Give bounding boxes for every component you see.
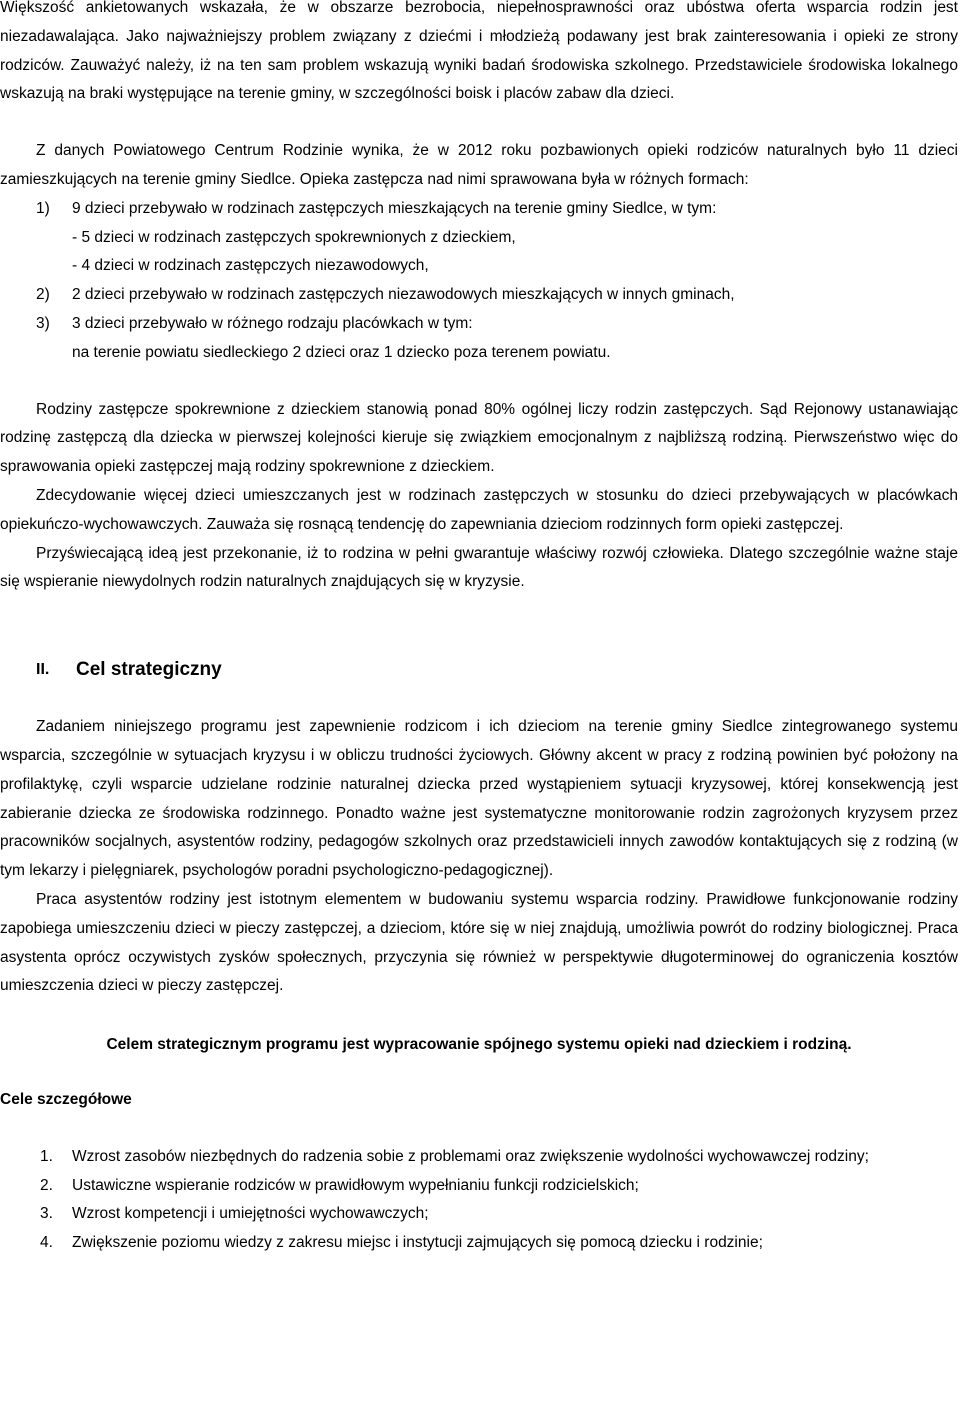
list-text: Wzrost zasobów niezbędnych do radzenia sobie z problemami oraz zwiększenie wydolności wychowawczej rodziny; xyxy=(72,1147,869,1165)
paragraph-assistants: Praca asystentów rodziny jest istotnym elementem w budowaniu systemu wsparcia rodziny. Prawidłowe funkcjonowanie rodziny zapobiega umieszczeniu dzieci w pieczy zastępczej, a dzieciom, które się w niej znajdują, umożliwia powrót do rodziny biologicznej. Praca asystenta oprócz oczywistych zysków społecznych, przyczynia się również w perspektywie długoterminowej do ograniczenia kosztów umieszczenia dzieci w pieczy zastępczej. xyxy=(0,890,958,995)
detailed-goals-title: Cele szczegółowe xyxy=(0,1090,132,1108)
foster-forms-list xyxy=(0,195,958,368)
list-item xyxy=(0,1143,958,1172)
list-item xyxy=(36,310,958,339)
list-number: 1) xyxy=(36,199,50,217)
list-text: Wzrost kompetencji i umiejętności wychowawczych; xyxy=(72,1205,429,1223)
list-text: Ustawiczne wspieranie rodziców w prawidłowym wypełnianiu funkcji rodzicielskich; xyxy=(72,1176,639,1194)
list-number: 3. xyxy=(40,1205,53,1223)
strategic-goal: Celem strategicznym programu jest wypracowanie spójnego systemu opieki nad dzieckiem i rodziną. xyxy=(106,1036,852,1054)
list-number: 2. xyxy=(40,1176,53,1194)
list-number: 1. xyxy=(40,1147,53,1165)
section-number: II. xyxy=(36,661,50,679)
list-item xyxy=(0,1172,958,1201)
section-heading xyxy=(0,655,958,685)
list-text: 9 dzieci przebywało w rodzinach zastępczych mieszkających na terenie gminy Siedlce, w tym: xyxy=(72,199,717,217)
list-text: 3 dzieci przebywało w różnego rodzaju placówkach w tym: xyxy=(72,314,473,332)
paragraph-opinions: Większość ankietowanych wskazała, że w obszarze bezrobocia, niepełnosprawności oraz ubóstwa oferta wsparcia rodzin jest niezadawalająca. Jako najważniejszy problem związany z dziećmi i młodzieżą podawany jest brak zainteresowania i opieki ze strony rodziców. Zauważyć należy, iż na ten sam problem wskazują wyniki badań środowiska szkolnego. Przedstawiciele środowiska lokalnego wskazują na braki występujące na terenie gminy, w szczególności boisk i placów zabaw dla dzieci. xyxy=(0,0,958,103)
sub-item: - 4 dzieci w rodzinach zastępczych niezawodowych, xyxy=(72,257,429,275)
sub-item: na terenie powiatu siedleckiego 2 dzieci oraz 1 dziecko poza terenem powiatu. xyxy=(72,343,611,361)
list-item xyxy=(36,281,958,310)
paragraph-related-families: Rodziny zastępcze spokrewnione z dzieckiem stanowią ponad 80% ogólnej liczy rodzin zastępczych. Sąd Rejonowy ustanawiając rodzinę zastępczą dla dziecka w pierwszej kolejności kieruje się związkiem emocjonalnym z najbliższą rodziną. Pierwszeństwo więc do sprawowania opieki zastępczej mają rodziny spokrewnione z dzieckiem. xyxy=(0,400,958,476)
sub-item: - 5 dzieci w rodzinach zastępczych spokrewnionych z dzieckiem, xyxy=(72,228,516,246)
list-number: 4. xyxy=(40,1234,53,1252)
list-text: Zwiększenie poziomu wiedzy z zakresu miejsc i instytucji zajmujących się pomocą dziecku i rodzinie; xyxy=(72,1234,763,1252)
paragraph-program-task: Zadaniem niniejszego programu jest zapewnienie rodzicom i ich dzieciom na terenie gminy Siedlce zintegrowanego systemu wsparcia, szczególnie w sytuacjach kryzysu i w obliczu trudności życiowych. Główny akcent w pracy z rodziną powinien być położony na profilaktykę, czyli wsparcie udzielane rodzinie naturalnej dziecka przed wystąpieniem sytuacji kryzysowej, której konsekwencją jest zabieranie dziecka ze środowiska rodzinnego. Ponadto ważne jest systematyczne monitorowanie rodzin zagrożonych kryzysem przez pracowników socjalnych, asystentów rodziny, pedagogów szkolnych oraz przedstawicieli innych zawodów kontaktujących się z rodziną (w tym lekarzy i pielęgniarek, psychologów poradni psychologiczno-pedagogicznej). xyxy=(0,718,958,880)
paragraph-placement: Zdecydowanie więcej dzieci umieszczanych jest w rodzinach zastępczych w stosunku do dzieci przebywających w placówkach opiekuńczo-wychowawczych. Zauważa się rosnącą tendencję do zapewniania dzieciom rodzinnych form opieki zastępczej. xyxy=(0,486,958,533)
paragraph-idea: Przyświecającą ideą jest przekonanie, iż to rodzina w pełni gwarantuje właściwy rozwój człowieka. Dlatego szczególnie ważne staje się wspieranie niewydolnych rodzin naturalnych znajdujących się w kryzysie. xyxy=(0,544,958,591)
list-number: 2) xyxy=(36,286,50,304)
list-text: 2 dzieci przebywało w rodzinach zastępczych niezawodowych mieszkających w innych gminach, xyxy=(72,286,735,304)
detailed-goals-list xyxy=(0,1143,958,1258)
list-item xyxy=(0,1200,958,1229)
section-title: Cel strategiczny xyxy=(76,659,222,681)
paragraph-foster-data: Z danych Powiatowego Centrum Rodzinie wynika, że w 2012 roku pozbawionych opieki rodziców naturalnych było 11 dzieci zamieszkujących na terenie gminy Siedlce. Opieka zastępcza nad nimi sprawowana była w różnych formach: xyxy=(0,142,958,188)
list-item xyxy=(0,1229,958,1258)
list-number: 3) xyxy=(36,314,50,332)
list-item xyxy=(36,195,958,224)
